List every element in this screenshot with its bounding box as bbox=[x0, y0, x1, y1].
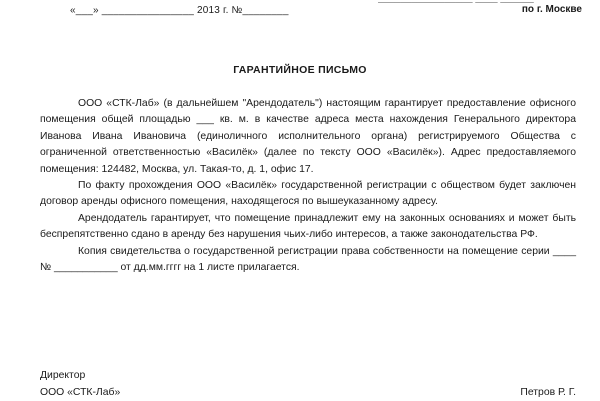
document-title: ГАРАНТИЙНОЕ ПИСЬМО bbox=[233, 64, 367, 76]
paragraph-lessor-guarantee: Арендодатель гарантирует, что помещение принадлежит ему на законных основаниях и может быть беспрепятственно сдано в аренду без нарушения чьих-либо интересов, а также законодательства РФ. bbox=[40, 212, 576, 241]
header-top-right-fragment bbox=[378, 0, 538, 3]
signatory-name: Петров Р. Г. bbox=[520, 387, 576, 398]
signatory-position: Директор bbox=[40, 370, 86, 381]
paragraph-attachment: Копия свидетельства о государственной регистрации права собственности на помещение серии ____ № ___________ от дд.мм.гггг на 1 листе прилагается. bbox=[40, 245, 576, 274]
city-label: по г. Москве bbox=[521, 4, 582, 15]
paragraph-lease-agreement: По факту прохождения ООО «Василёк» государственной регистрации с обществом будет заключен договор аренды офисного помещения, находящегося по вышеуказанному адресу. bbox=[40, 180, 576, 208]
signatory-company: ООО «СТК-Лаб» bbox=[40, 387, 121, 398]
paragraph-guarantee: ООО «СТК-Лаб» (в дальнейшем "Арендодатель") настоящим гарантирует предоставление офисного помещения общей площадью ___ кв. м. в качестве адреса места нахождения Генерального директора Иванова Ивана Ивановича (единоличного исполнительного органа) регистрируемого Общества с ограниченной ответственностью «Василёк» (далее по тексту ООО «Василёк»). Адрес предоставляемого помещения: 124482, Москва, ул. Такая-то, д. 1, офис 17. bbox=[40, 98, 576, 175]
signature-block bbox=[40, 367, 120, 401]
letter-body bbox=[40, 96, 576, 276]
date-number-line: «___» ________________ 2013 г. №________ bbox=[70, 5, 289, 16]
